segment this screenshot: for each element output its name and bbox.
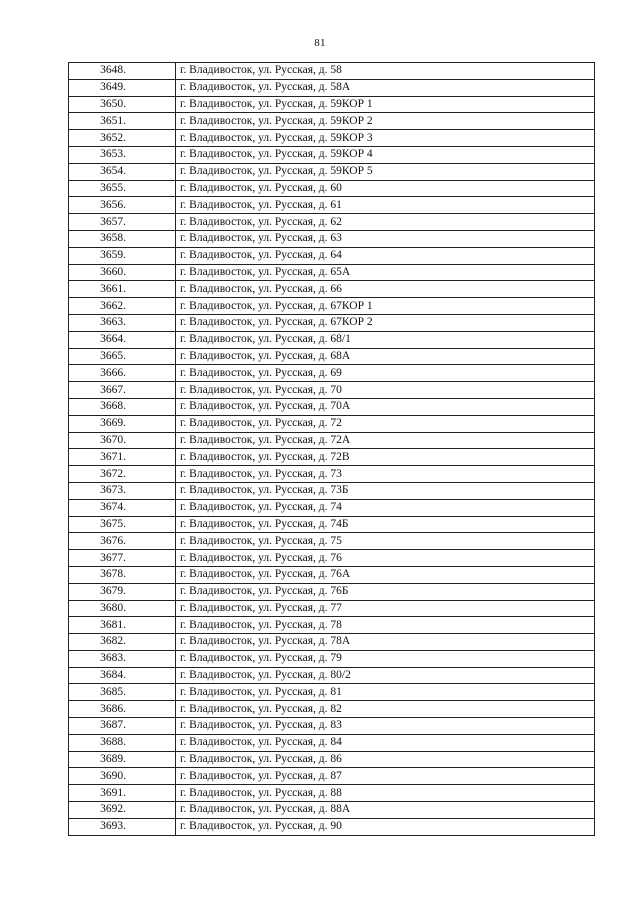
row-number: 3676. <box>100 534 126 547</box>
address-cell: г. Владивосток, ул. Русская, д. 59КОР 1 <box>176 96 595 113</box>
address-cell: г. Владивосток, ул. Русская, д. 74 <box>176 499 595 516</box>
table-row <box>69 96 595 113</box>
row-number: 3651. <box>100 114 126 127</box>
address-cell: г. Владивосток, ул. Русская, д. 59КОР 2 <box>176 113 595 130</box>
table-row <box>69 264 595 281</box>
table-row <box>69 734 595 751</box>
table-row <box>69 247 595 264</box>
address-cell: г. Владивосток, ул. Русская, д. 69 <box>176 365 595 382</box>
address-cell: г. Владивосток, ул. Русская, д. 75 <box>176 533 595 550</box>
row-number-cell <box>69 718 176 735</box>
row-number-cell <box>69 499 176 516</box>
row-number: 3673. <box>100 484 126 497</box>
address-cell: г. Владивосток, ул. Русская, д. 59КОР 4 <box>176 146 595 163</box>
row-number-cell <box>69 130 176 147</box>
table-row <box>69 499 595 516</box>
table-row <box>69 314 595 331</box>
table-row <box>69 230 595 247</box>
address-cell: г. Владивосток, ул. Русская, д. 87 <box>176 768 595 785</box>
address-cell: г. Владивосток, ул. Русская, д. 61 <box>176 197 595 214</box>
address-cell: г. Владивосток, ул. Русская, д. 84 <box>176 734 595 751</box>
address-cell: г. Владивосток, ул. Русская, д. 67КОР 1 <box>176 298 595 315</box>
address-cell: г. Владивосток, ул. Русская, д. 78А <box>176 634 595 651</box>
row-number: 3677. <box>100 551 126 564</box>
table-row <box>69 214 595 231</box>
table-row <box>69 482 595 499</box>
address-cell: г. Владивосток, ул. Русская, д. 70 <box>176 382 595 399</box>
row-number: 3670. <box>100 433 126 446</box>
row-number-cell <box>69 281 176 298</box>
address-cell: г. Владивосток, ул. Русская, д. 76А <box>176 566 595 583</box>
row-number: 3687. <box>100 719 126 732</box>
table-row <box>69 466 595 483</box>
row-number: 3657. <box>100 215 126 228</box>
row-number-cell <box>69 650 176 667</box>
table-row <box>69 768 595 785</box>
address-cell: г. Владивосток, ул. Русская, д. 88А <box>176 802 595 819</box>
row-number: 3691. <box>100 786 126 799</box>
row-number: 3653. <box>100 148 126 161</box>
table-row <box>69 163 595 180</box>
row-number-cell <box>69 365 176 382</box>
row-number-cell <box>69 432 176 449</box>
row-number: 3669. <box>100 417 126 430</box>
row-number-cell <box>69 533 176 550</box>
row-number: 3666. <box>100 366 126 379</box>
row-number-cell <box>69 634 176 651</box>
table-row <box>69 667 595 684</box>
row-number-cell <box>69 314 176 331</box>
row-number-cell <box>69 331 176 348</box>
row-number: 3655. <box>100 181 126 194</box>
row-number: 3690. <box>100 769 126 782</box>
row-number: 3678. <box>100 568 126 581</box>
page-number: 81 <box>314 37 326 49</box>
row-number: 3674. <box>100 501 126 514</box>
row-number-cell <box>69 684 176 701</box>
address-cell: г. Владивосток, ул. Русская, д. 83 <box>176 718 595 735</box>
row-number: 3654. <box>100 165 126 178</box>
address-cell: г. Владивосток, ул. Русская, д. 90 <box>176 818 595 835</box>
row-number-cell <box>69 180 176 197</box>
row-number: 3659. <box>100 249 126 262</box>
row-number-cell <box>69 818 176 835</box>
row-number: 3689. <box>100 753 126 766</box>
row-number-cell <box>69 566 176 583</box>
row-number-cell <box>69 113 176 130</box>
address-cell: г. Владивосток, ул. Русская, д. 73 <box>176 466 595 483</box>
table-row <box>69 650 595 667</box>
row-number-cell <box>69 230 176 247</box>
row-number: 3658. <box>100 232 126 245</box>
address-cell: г. Владивосток, ул. Русская, д. 70А <box>176 398 595 415</box>
row-number-cell <box>69 701 176 718</box>
table-row <box>69 583 595 600</box>
row-number: 3685. <box>100 685 126 698</box>
table-row <box>69 600 595 617</box>
address-cell: г. Владивосток, ул. Русская, д. 76Б <box>176 583 595 600</box>
address-cell: г. Владивосток, ул. Русская, д. 88 <box>176 785 595 802</box>
address-cell: г. Владивосток, ул. Русская, д. 78 <box>176 617 595 634</box>
row-number: 3668. <box>100 400 126 413</box>
table-row <box>69 281 595 298</box>
row-number-cell <box>69 802 176 819</box>
table-row <box>69 533 595 550</box>
row-number-cell <box>69 751 176 768</box>
table-row <box>69 802 595 819</box>
table-row <box>69 415 595 432</box>
table-row <box>69 63 595 80</box>
row-number-cell <box>69 398 176 415</box>
row-number: 3679. <box>100 585 126 598</box>
address-cell: г. Владивосток, ул. Русская, д. 60 <box>176 180 595 197</box>
row-number-cell <box>69 734 176 751</box>
row-number-cell <box>69 197 176 214</box>
row-number: 3681. <box>100 618 126 631</box>
row-number-cell <box>69 785 176 802</box>
row-number: 3649. <box>100 81 126 94</box>
row-number: 3675. <box>100 517 126 530</box>
address-cell: г. Владивосток, ул. Русская, д. 64 <box>176 247 595 264</box>
table-row <box>69 432 595 449</box>
address-cell: г. Владивосток, ул. Русская, д. 77 <box>176 600 595 617</box>
address-table <box>68 62 595 836</box>
address-cell: г. Владивосток, ул. Русская, д. 79 <box>176 650 595 667</box>
address-cell: г. Владивосток, ул. Русская, д. 82 <box>176 701 595 718</box>
row-number: 3682. <box>100 635 126 648</box>
table-row <box>69 566 595 583</box>
row-number: 3693. <box>100 820 126 833</box>
table-row <box>69 79 595 96</box>
row-number: 3656. <box>100 198 126 211</box>
row-number-cell <box>69 63 176 80</box>
table-row <box>69 516 595 533</box>
row-number-cell <box>69 247 176 264</box>
row-number: 3650. <box>100 97 126 110</box>
table-row <box>69 617 595 634</box>
address-cell: г. Владивосток, ул. Русская, д. 81 <box>176 684 595 701</box>
row-number-cell <box>69 768 176 785</box>
address-cell: г. Владивосток, ул. Русская, д. 80/2 <box>176 667 595 684</box>
table-row <box>69 718 595 735</box>
row-number-cell <box>69 583 176 600</box>
table-row <box>69 684 595 701</box>
row-number: 3662. <box>100 299 126 312</box>
table-row <box>69 751 595 768</box>
row-number-cell <box>69 382 176 399</box>
address-cell: г. Владивосток, ул. Русская, д. 58 <box>176 63 595 80</box>
address-cell: г. Владивосток, ул. Русская, д. 58А <box>176 79 595 96</box>
address-cell: г. Владивосток, ул. Русская, д. 72А <box>176 432 595 449</box>
table-row <box>69 634 595 651</box>
table-row <box>69 298 595 315</box>
table-row <box>69 382 595 399</box>
address-cell: г. Владивосток, ул. Русская, д. 72 <box>176 415 595 432</box>
row-number: 3667. <box>100 383 126 396</box>
row-number: 3652. <box>100 131 126 144</box>
table-row <box>69 348 595 365</box>
table-row <box>69 180 595 197</box>
address-cell: г. Владивосток, ул. Русская, д. 63 <box>176 230 595 247</box>
row-number-cell <box>69 449 176 466</box>
address-cell: г. Владивосток, ул. Русская, д. 65А <box>176 264 595 281</box>
address-cell: г. Владивосток, ул. Русская, д. 72В <box>176 449 595 466</box>
row-number-cell <box>69 146 176 163</box>
address-cell: г. Владивосток, ул. Русская, д. 68А <box>176 348 595 365</box>
table-row <box>69 331 595 348</box>
row-number-cell <box>69 163 176 180</box>
row-number-cell <box>69 348 176 365</box>
address-cell: г. Владивосток, ул. Русская, д. 67КОР 2 <box>176 314 595 331</box>
row-number-cell <box>69 214 176 231</box>
row-number: 3660. <box>100 265 126 278</box>
table-row <box>69 146 595 163</box>
row-number-cell <box>69 600 176 617</box>
row-number: 3648. <box>100 64 126 77</box>
row-number: 3683. <box>100 652 126 665</box>
row-number: 3663. <box>100 316 126 329</box>
table-row <box>69 550 595 567</box>
row-number: 3664. <box>100 333 126 346</box>
address-table-body <box>69 63 595 836</box>
row-number-cell <box>69 466 176 483</box>
row-number: 3686. <box>100 702 126 715</box>
address-cell: г. Владивосток, ул. Русская, д. 73Б <box>176 482 595 499</box>
address-cell: г. Владивосток, ул. Русская, д. 68/1 <box>176 331 595 348</box>
address-cell: г. Владивосток, ул. Русская, д. 76 <box>176 550 595 567</box>
row-number-cell <box>69 96 176 113</box>
table-row <box>69 130 595 147</box>
row-number-cell <box>69 667 176 684</box>
table-row <box>69 365 595 382</box>
table-row <box>69 197 595 214</box>
row-number-cell <box>69 617 176 634</box>
table-row <box>69 785 595 802</box>
table-row <box>69 449 595 466</box>
row-number: 3671. <box>100 450 126 463</box>
row-number-cell <box>69 516 176 533</box>
address-cell: г. Владивосток, ул. Русская, д. 86 <box>176 751 595 768</box>
row-number-cell <box>69 482 176 499</box>
table-row <box>69 398 595 415</box>
row-number: 3680. <box>100 601 126 614</box>
row-number: 3665. <box>100 349 126 362</box>
row-number-cell <box>69 550 176 567</box>
address-cell: г. Владивосток, ул. Русская, д. 62 <box>176 214 595 231</box>
address-cell: г. Владивосток, ул. Русская, д. 59КОР 3 <box>176 130 595 147</box>
row-number: 3661. <box>100 282 126 295</box>
table-row <box>69 818 595 835</box>
row-number-cell <box>69 264 176 281</box>
address-cell: г. Владивосток, ул. Русская, д. 74Б <box>176 516 595 533</box>
row-number: 3684. <box>100 669 126 682</box>
address-cell: г. Владивосток, ул. Русская, д. 66 <box>176 281 595 298</box>
row-number-cell <box>69 415 176 432</box>
row-number: 3672. <box>100 467 126 480</box>
row-number: 3692. <box>100 803 126 816</box>
row-number-cell <box>69 79 176 96</box>
address-cell: г. Владивосток, ул. Русская, д. 59КОР 5 <box>176 163 595 180</box>
table-row <box>69 113 595 130</box>
table-row <box>69 701 595 718</box>
row-number: 3688. <box>100 736 126 749</box>
row-number-cell <box>69 298 176 315</box>
